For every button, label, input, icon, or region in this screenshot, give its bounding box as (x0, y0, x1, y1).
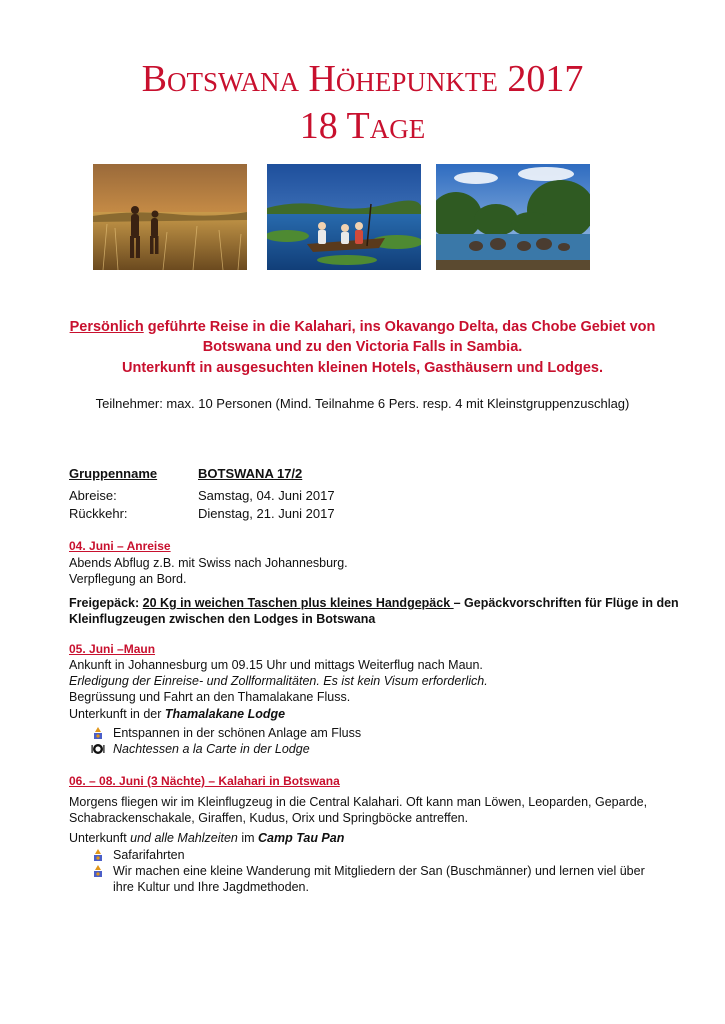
participants-info: Teilnehmer: max. 10 Personen (Mind. Teilnahme 6 Pers. resp. 4 mit Kleinstgruppenzuschlag) (95, 396, 630, 411)
group-name-value: BOTSWANA 17/2 (198, 466, 303, 481)
day3-line-3 (69, 830, 344, 846)
departure-row (69, 487, 335, 505)
day-heading-arrival: 04. Juni – Anreise (69, 539, 171, 553)
day2-bullet-1: Entspannen in der schönen Anlage am Fluss (113, 726, 362, 740)
day-heading-maun: 05. Juni –Maun (69, 642, 156, 656)
intro-line-1 (0, 317, 725, 337)
intro-accommodation: Unterkunft in ausgesuchten kleinen Hotels, Gasthäusern und Lodges. (122, 360, 603, 376)
dinner-plate-icon (91, 742, 105, 756)
chobe-elephants-photo (436, 164, 590, 270)
intro-emphasis: Persönlich (69, 319, 144, 335)
day3-bullet-1: Safarifahrten (113, 848, 185, 862)
baggage-allowance: 20 Kg in weichen Taschen plus kleines Handgepäck (142, 596, 454, 610)
intro-line-2: Botswana und zu den Victoria Falls in Sambia. (202, 339, 523, 355)
baggage-line-2: Kleinflugzeugen zwischen den Lodges in Botswana (69, 612, 376, 626)
day2-line-1: Ankunft in Johannesburg um 09.15 Uhr und mittags Weiterflug nach Maun. (69, 658, 483, 672)
day2-bullet-2: Nachtessen a la Carte in der Lodge (113, 742, 310, 756)
day3-accommodation-prefix: Unterkunft (69, 831, 131, 845)
departure-label: Abreise: (69, 488, 117, 503)
day3-bullet-2-line-2: ihre Kultur und Ihre Jagdmethoden. (113, 880, 309, 894)
day2-accommodation-prefix: Unterkunft in der (69, 707, 165, 721)
day2-line-3: Begrüssung und Fahrt an den Thamalakane Fluss. (69, 690, 351, 704)
day3-accommodation-mid: im (237, 831, 258, 845)
day1-line-2: Verpflegung an Bord. (69, 572, 187, 586)
day3-line-2: Schabrackenschakale, Giraffen, Kudus, Orix und Springböcke antreffen. (69, 811, 469, 825)
activity-bullet-icon (91, 726, 105, 740)
intro-line-1-text: geführte Reise in die Kalahari, ins Okavango Delta, das Chobe Gebiet von (143, 319, 656, 335)
baggage-rules: – Gepäckvorschriften für Flüge in den (453, 596, 679, 610)
day2-line-4 (69, 706, 285, 722)
group-name-label: Gruppenname (69, 466, 158, 481)
baggage-label: Freigepäck: (69, 596, 143, 610)
page-title: Botswana Höhepunkte 2017 (141, 58, 584, 100)
day1-line-1: Abends Abflug z.B. mit Swiss nach Johannesburg. (69, 556, 348, 570)
kalahari-bushmen-photo (93, 164, 247, 270)
okavango-mokoro-photo (267, 164, 421, 270)
page-subtitle-duration: 18 Tage (299, 105, 426, 147)
baggage-line-1 (69, 595, 679, 611)
activity-bullet-icon (91, 864, 105, 878)
return-label: Rückkehr: (69, 506, 128, 521)
return-value: Dienstag, 21. Juni 2017 (198, 506, 335, 521)
day3-camp-name: Camp Tau Pan (258, 831, 345, 845)
day3-meals-note: und alle Mahlzeiten (130, 831, 238, 845)
day2-line-2: Erledigung der Einreise- und Zollformalitäten. Es ist kein Visum erforderlich. (69, 674, 488, 688)
activity-bullet-icon (91, 848, 105, 862)
return-row (69, 505, 335, 523)
departure-value: Samstag, 04. Juni 2017 (198, 488, 335, 503)
day2-lodge-name: Thamalakane Lodge (164, 707, 286, 721)
day-heading-kalahari: 06. – 08. Juni (3 Nächte) – Kalahari in Botswana (69, 774, 340, 788)
day3-line-1: Morgens fliegen wir im Kleinflugzeug in die Central Kalahari. Oft kann man Löwen, Leoparden, Geparde, (69, 795, 648, 809)
day3-bullet-2-line-1: Wir machen eine kleine Wanderung mit Mitgliedern der San (Buschmänner) und lernen viel über (113, 864, 645, 878)
group-name-row (69, 465, 302, 483)
